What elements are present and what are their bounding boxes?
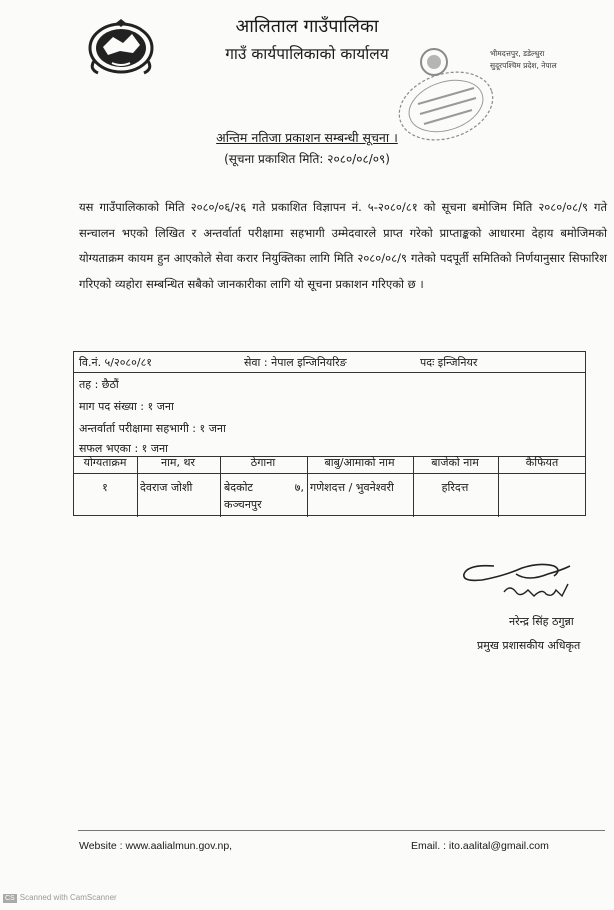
column-header-address: ठेगाना — [250, 456, 276, 469]
cell-grandfather: हरिदत्त — [441, 481, 469, 494]
address-line-1: भीमदत्तपुर, डडेल्धुरा — [490, 49, 545, 58]
notice-title: अन्तिम नतिजा प्रकाशन सम्बन्धी सूचना । — [216, 130, 398, 145]
column-header-rank: योग्यताक्रम — [83, 456, 127, 469]
column-header-grandfather: बाजेको नाम — [431, 456, 479, 469]
divider — [74, 372, 585, 373]
column-header-name: नाम, थर — [160, 456, 196, 469]
footer-email: Email. : ito.aalital@gmail.com — [411, 840, 549, 852]
office-subtitle: गाउँ कार्यपालिकाको कार्यालय — [225, 45, 389, 63]
cell-address-line-2: कञ्चनपुर — [224, 498, 262, 511]
cell-parents: गणेशदत्त / भुवनेश्वरी — [310, 481, 394, 494]
column-header-parents: बाबु/आमाको नाम — [324, 456, 395, 469]
signer-name: नरेन्द्र सिंह ठगुन्ना — [509, 615, 574, 628]
office-address — [490, 48, 557, 72]
cell-name: देवराज जोशी — [140, 481, 193, 494]
post-label: पदः इन्जिनियर — [420, 356, 478, 369]
demand-count: माग पद संख्या : १ जना — [79, 400, 174, 413]
office-name: आलिताल गाउँपालिका — [235, 16, 379, 37]
signer-title: प्रमुख प्रशासकीय अधिकृत — [477, 639, 581, 652]
interview-participants: अन्तर्वार्ता परीक्षामा सहभागी : १ जना — [79, 422, 226, 435]
passed-count: सफल भएका : १ जना — [79, 442, 169, 455]
address-line-2: सुदूरपश्चिम प्रदेश, नेपाल — [490, 61, 557, 70]
level-label: तह : छैठौं — [79, 378, 119, 391]
column-header-remarks: कैफियत — [525, 456, 559, 469]
service-label: सेवा : नेपाल इन्जिनियरिङ — [244, 356, 347, 369]
cell-rank: १ — [102, 481, 108, 494]
footer-divider — [78, 830, 605, 831]
footer-website: Website : www.aalialmun.gov.np, — [79, 840, 233, 852]
advertisement-number: वि.नं. ५/२०८०/८१ — [79, 356, 153, 369]
signature-mark — [458, 552, 586, 614]
scanner-text: Scanned with CamScanner — [19, 893, 117, 902]
scanner-watermark — [3, 893, 117, 903]
divider — [74, 473, 585, 474]
notice-body: यस गाउँपालिकाको मिति २०८०/०६/२६ गते प्रकाशित विज्ञापन नं. ५-२०८०/८१ को सूचना बमोजिम मिति २०८०/०८/९ गते सन्चालन भएको लिखित र अन्तर्वार्ता परीक्षामा सहभागी उम्मेदवारले प्राप्त गरेको प्राप्ताङ्कको आधारमा देहाय बमोजिमको योग्यताक्रम कायम हुन आएकोले सेवा करार नियुक्तिका लागि मिति २०८०/०८/९ गतेको पदपूर्ती समितिको निर्णयानुसार सिफारिश गरिएको व्यहोरा सम्बन्धित सबैको जानकारीका लागि यो सूचना प्रकाशन गरिएको छ । — [79, 200, 607, 291]
notice-date: (सूचना प्रकाशित मिति: २०८०/०८/०९) — [224, 152, 390, 166]
camscanner-icon: CS — [5, 895, 15, 902]
cell-address-line-1: बेदकोट ७, — [224, 481, 304, 494]
